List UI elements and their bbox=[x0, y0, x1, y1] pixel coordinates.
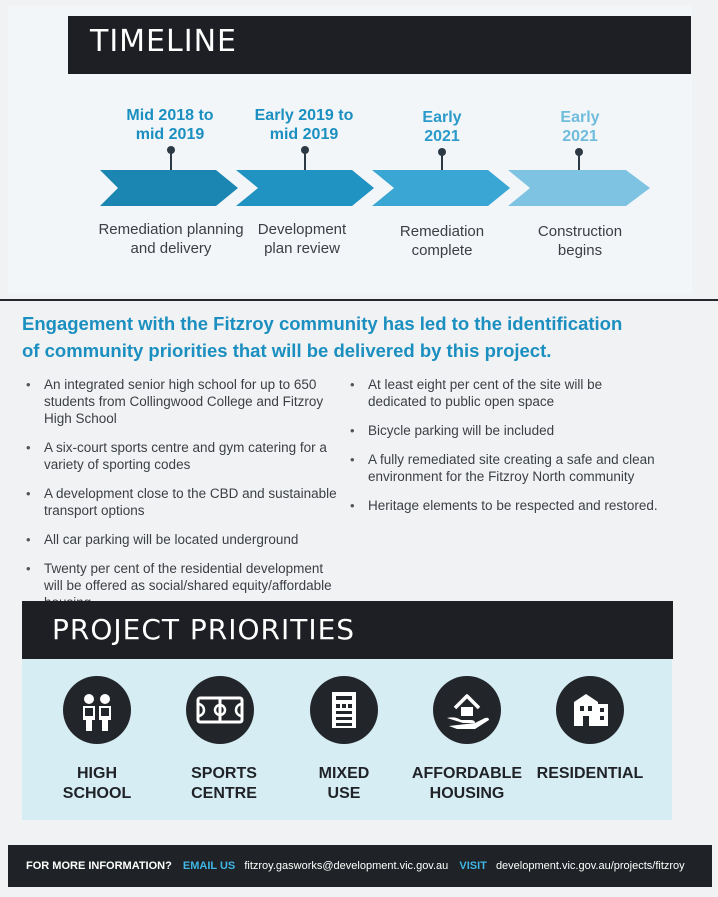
list-item: • Bicycle parking will be included bbox=[350, 423, 555, 438]
timeline-date: Mid 2018 to mid 2019 bbox=[126, 107, 214, 143]
timeline-date: Early 2019 to mid 2019 bbox=[254, 107, 354, 143]
timeline-description: Construction begins bbox=[537, 223, 623, 259]
priorities-list-left bbox=[24, 376, 342, 623]
house-hand-icon bbox=[433, 676, 501, 744]
timeline-arrow bbox=[100, 170, 238, 206]
footer-email-link[interactable]: fitzroy.gasworks@development.vic.gov.au bbox=[244, 860, 449, 873]
list-item: • A six-court sports centre and gym catering for a variety of sporting codes bbox=[26, 440, 327, 472]
list-item: • At least eight per cent of the site will be dedicated to public open space bbox=[350, 377, 603, 409]
priorities-list-right bbox=[348, 376, 658, 526]
footer-bar bbox=[8, 845, 712, 887]
list-item: • All car parking will be located underground bbox=[26, 532, 299, 547]
residential-icon bbox=[556, 676, 624, 744]
timeline-arrow bbox=[372, 170, 510, 206]
footer-email-label: EMAIL US bbox=[182, 860, 236, 873]
timeline-pin-line bbox=[170, 150, 172, 172]
list-item: • Heritage elements to be respected and restored. bbox=[350, 498, 658, 513]
timeline-arrow bbox=[508, 170, 650, 206]
timeline-description: Remediation planning and delivery bbox=[98, 221, 244, 257]
timeline-header bbox=[68, 16, 691, 74]
timeline-date: Early 2021 bbox=[422, 109, 462, 145]
timeline-title: TIMELINE bbox=[90, 24, 237, 59]
timeline-pin-line bbox=[578, 152, 580, 172]
priority-label: RESIDENTIAL bbox=[536, 765, 644, 782]
priority-label: SPORTS CENTRE bbox=[191, 765, 257, 802]
sports-court-icon bbox=[186, 676, 254, 744]
list-item: • A development close to the CBD and sustainable transport options bbox=[26, 486, 337, 518]
priority-label: HIGH SCHOOL bbox=[62, 765, 132, 802]
timeline-description: Remediation complete bbox=[399, 223, 485, 259]
engagement-headline: Engagement with the Fitzroy community has led to the identification of community priorities that will be delivered by this project. bbox=[22, 313, 623, 361]
priorities-header bbox=[22, 601, 673, 659]
students-icon bbox=[63, 676, 131, 744]
timeline-arrows bbox=[100, 170, 660, 206]
timeline-description: Development plan review bbox=[257, 221, 347, 257]
section-divider bbox=[0, 299, 718, 301]
timeline-pin-line bbox=[304, 150, 306, 172]
footer-url-link[interactable]: development.vic.gov.au/projects/fitzroy bbox=[495, 860, 685, 873]
footer-lead: FOR MORE INFORMATION? bbox=[26, 860, 172, 873]
list-item: • A fully remediated site creating a safe and clean environment for the Fitzroy North community bbox=[350, 452, 655, 484]
list-item: • An integrated senior high school for up to 650 students from Collingwood College and Fitzroy High School bbox=[26, 377, 324, 426]
footer-visit-label: VISIT bbox=[459, 860, 487, 873]
timeline-pin-line bbox=[441, 152, 443, 172]
timeline-date: Early 2021 bbox=[560, 109, 600, 145]
priority-label: AFFORDABLE HOUSING bbox=[411, 765, 523, 802]
list-item: • Twenty per cent of the residential development will be offered as social/shared equity/affordable bbox=[26, 561, 332, 593]
building-icon bbox=[310, 676, 378, 744]
priorities-title: PROJECT PRIORITIES bbox=[52, 613, 356, 646]
timeline-arrow bbox=[236, 170, 374, 206]
priority-label: MIXED USE bbox=[318, 765, 370, 802]
